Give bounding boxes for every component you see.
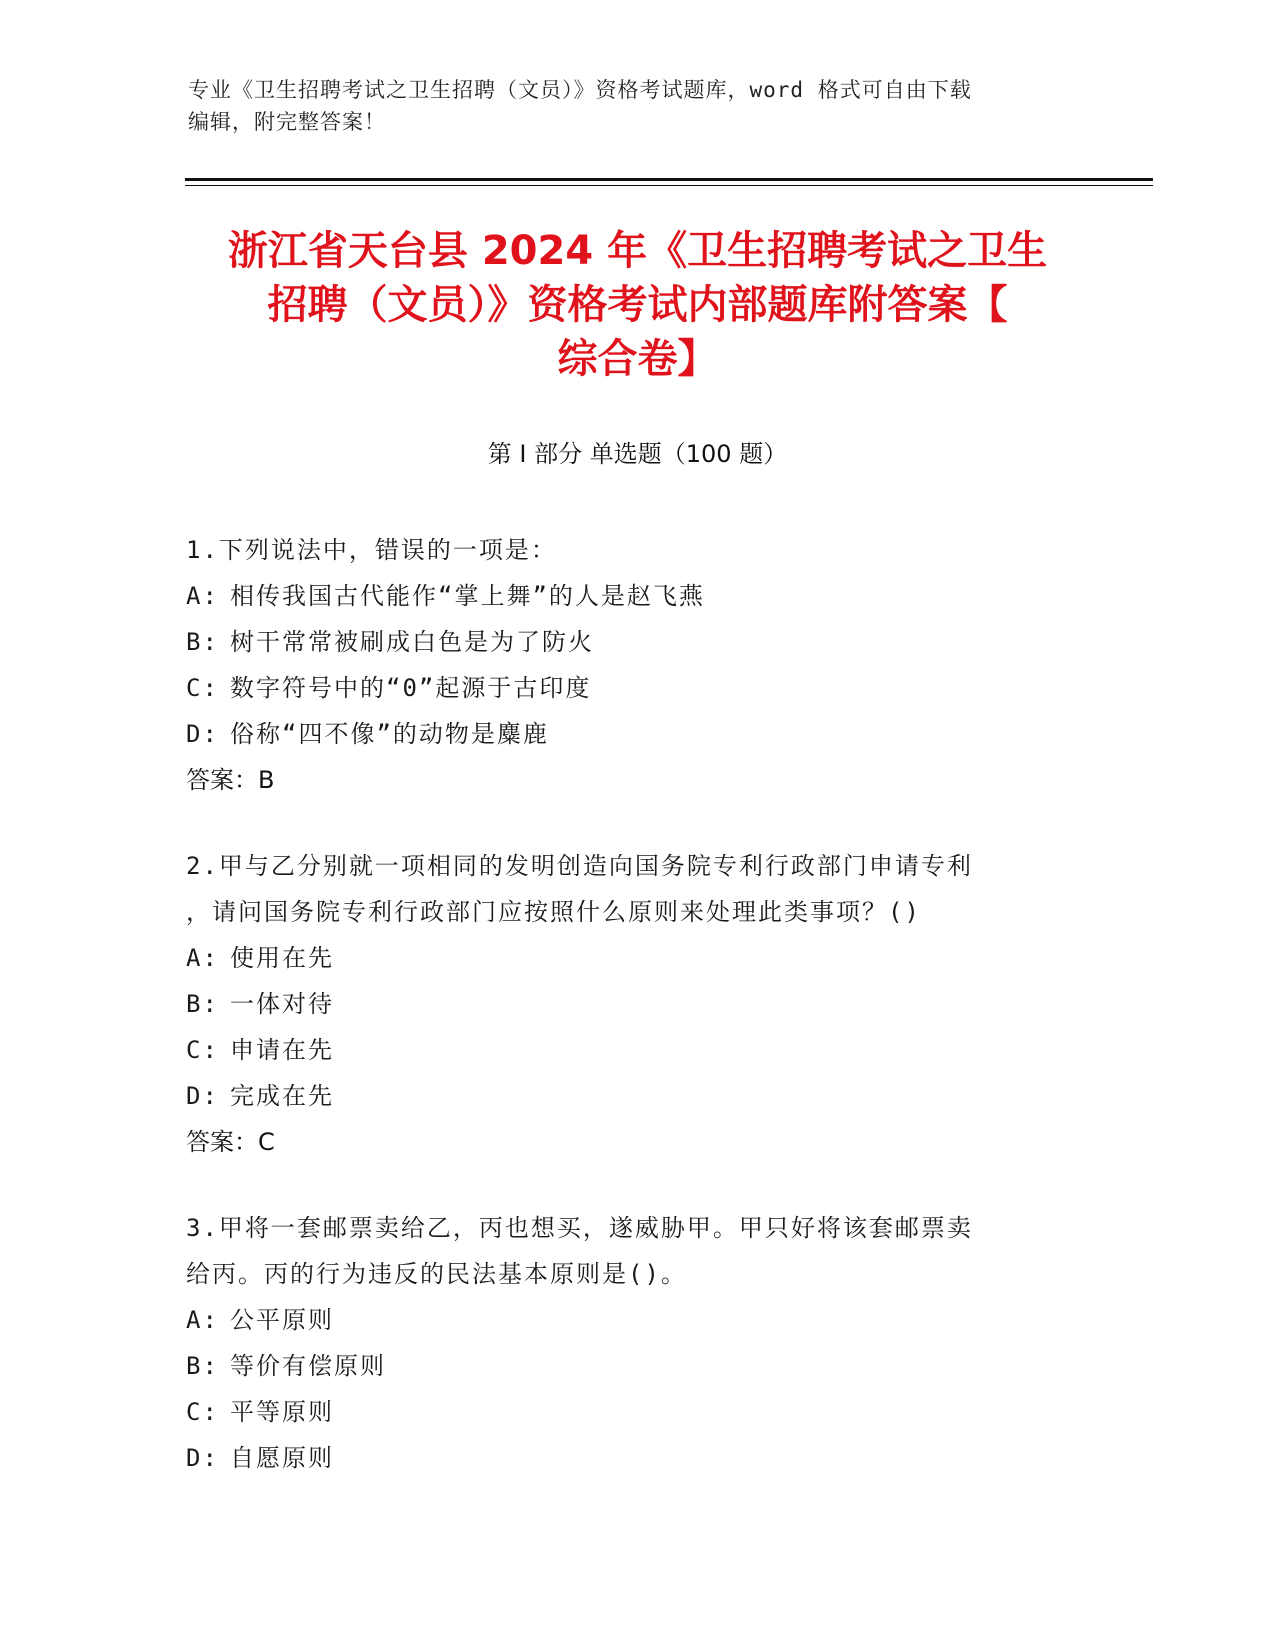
question-2 (186, 843, 1066, 1165)
option-label: B: (186, 990, 219, 1018)
question-3 (186, 1205, 1066, 1481)
option-text: 一体对待 (230, 990, 334, 1018)
option-a (186, 1297, 1066, 1343)
option-label: D: (186, 1082, 219, 1110)
question-1 (186, 527, 1066, 803)
option-label: C: (186, 674, 219, 702)
option-d (186, 1073, 1066, 1119)
header-divider-thin (185, 185, 1153, 186)
option-text: 公平原则 (230, 1306, 334, 1334)
option-label: B: (186, 1352, 219, 1380)
option-a (186, 573, 1066, 619)
option-label: C: (186, 1398, 219, 1426)
option-b (186, 1343, 1066, 1389)
option-label: D: (186, 1444, 219, 1472)
option-text: 树干常常被刷成白色是为了防火 (230, 628, 594, 656)
question-stem-line-2: 给丙。丙的行为违反的民法基本原则是()。 (186, 1260, 687, 1288)
option-label: A: (186, 1306, 219, 1334)
option-label: A: (186, 944, 219, 972)
document-title-line-2: 招聘（文员）》资格考试内部题库附答案【 (267, 282, 1008, 328)
question-stem-line-2: ，请问国务院专利行政部门应按照什么原则来处理此类事项？() (186, 898, 921, 926)
question-stem-line-1: 2.甲与乙分别就一项相同的发明创造向国务院专利行政部门申请专利 (186, 852, 973, 880)
header-note-line-1: 专业《卫生招聘考试之卫生招聘（文员）》资格考试题库，word 格式可自由下载 (188, 78, 972, 102)
option-c (186, 665, 1066, 711)
option-label: D: (186, 720, 219, 748)
option-text: 等价有偿原则 (230, 1352, 386, 1380)
header-note (188, 74, 1088, 138)
option-d (186, 1435, 1066, 1481)
option-text: 使用在先 (230, 944, 334, 972)
option-label: B: (186, 628, 219, 656)
option-text: 俗称“四不像”的动物是麋鹿 (230, 720, 549, 748)
answer-line: 答案：C (186, 1128, 275, 1156)
option-text: 完成在先 (230, 1082, 334, 1110)
section-heading: 第 I 部分 单选题（100 题） (487, 440, 788, 468)
option-text: 相传我国古代能作“掌上舞”的人是赵飞燕 (230, 582, 705, 610)
option-c (186, 1389, 1066, 1435)
option-label: A: (186, 582, 219, 610)
option-text: 自愿原则 (230, 1444, 334, 1472)
option-c (186, 1027, 1066, 1073)
answer-line: 答案：B (186, 766, 275, 794)
question-stem: 1.下列说法中，错误的一项是： (186, 536, 557, 564)
option-text: 申请在先 (230, 1036, 334, 1064)
option-b (186, 981, 1066, 1027)
option-text: 平等原则 (230, 1398, 334, 1426)
document-title (185, 224, 1090, 386)
document-title-line-3: 综合卷】 (557, 336, 718, 382)
option-d (186, 711, 1066, 757)
question-list (186, 527, 1066, 1521)
option-label: C: (186, 1036, 219, 1064)
option-a (186, 935, 1066, 981)
question-stem-line-1: 3.甲将一套邮票卖给乙，丙也想买，遂威胁甲。甲只好将该套邮票卖 (186, 1214, 973, 1242)
option-b (186, 619, 1066, 665)
header-note-line-2: 编辑，附完整答案！ (188, 110, 386, 134)
option-text: 数字符号中的“0”起源于古印度 (230, 674, 592, 702)
document-title-line-1: 浙江省天台县 2024 年《卫生招聘考试之卫生 (227, 228, 1048, 274)
header-divider-thick (185, 178, 1153, 181)
